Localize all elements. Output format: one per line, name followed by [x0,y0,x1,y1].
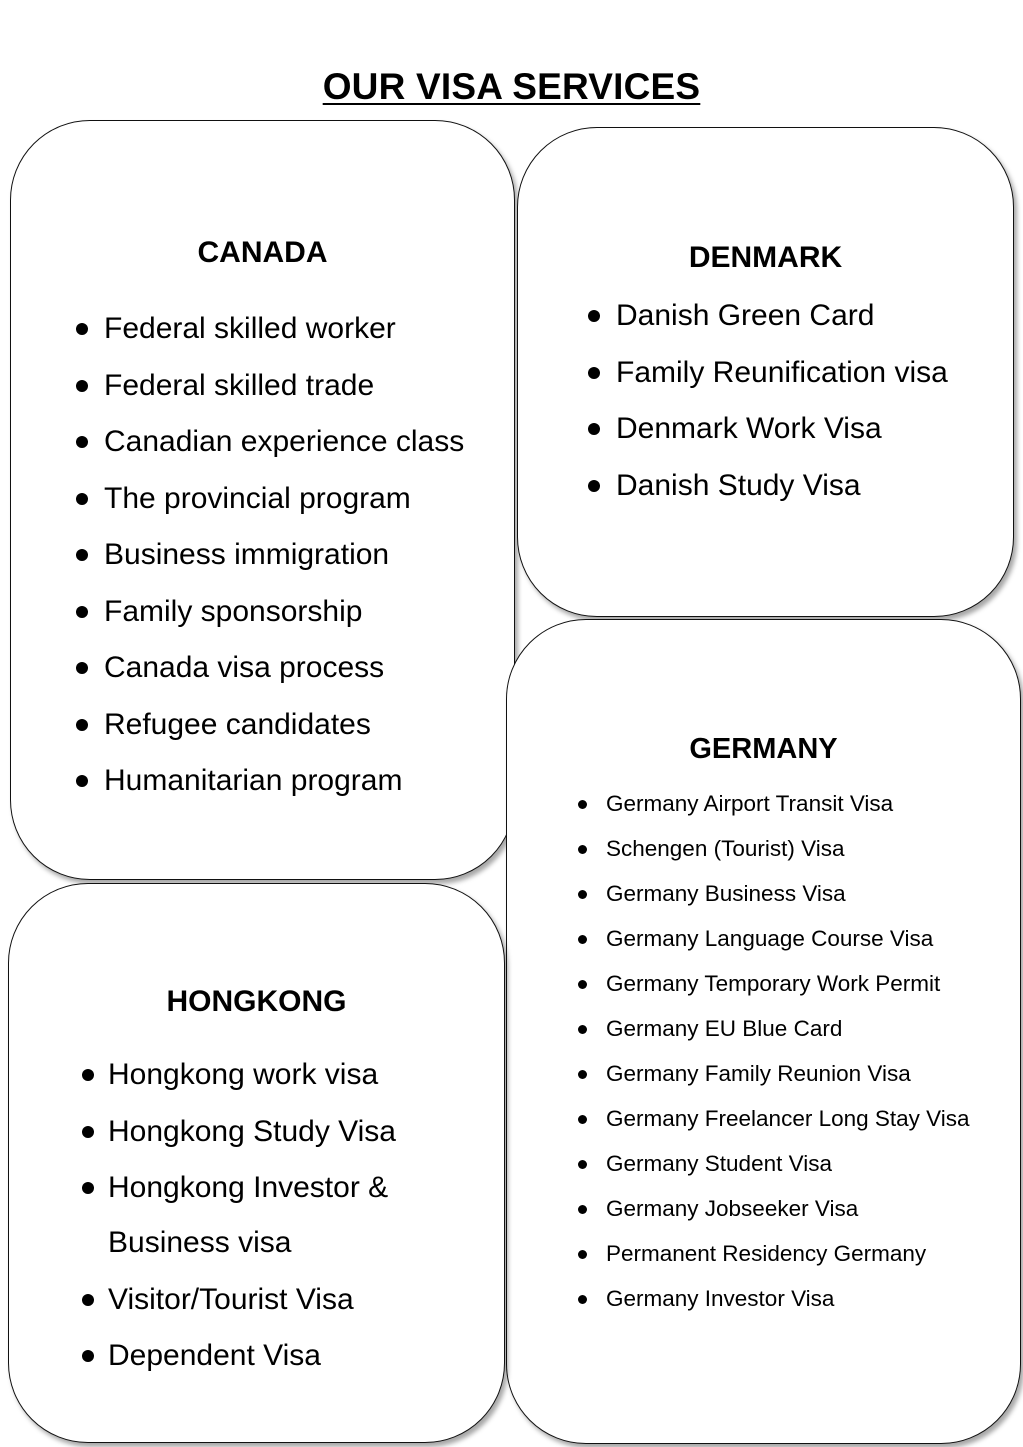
list-item: Refugee candidates [104,697,504,754]
list-item: The provincial program [104,471,504,528]
germany-visa-list [606,782,1006,1321]
page-title: OUR VISA SERVICES [322,66,701,107]
list-item: Germany EU Blue Card [606,1007,1006,1051]
list-item: Germany Language Course Visa [606,917,1006,961]
germany-card [506,619,1021,1444]
list-item: Visitor/Tourist Visa [108,1272,478,1327]
list-item: Business immigration [104,527,504,584]
list-item: Family sponsorship [104,584,504,641]
canada-heading: CANADA [197,236,328,269]
list-item: Germany Investor Visa [606,1277,1006,1321]
hongkong-visa-list [108,1047,478,1385]
list-item: Germany Student Visa [606,1142,1006,1186]
list-item: Schengen (Tourist) Visa [606,827,1006,871]
list-item: Hongkong work visa [108,1047,478,1102]
list-item: Federal skilled worker [104,301,504,358]
list-item: Germany Business Visa [606,872,1006,916]
list-item: Germany Temporary Work Permit [606,962,1006,1006]
list-item: Denmark Work Visa [616,401,1006,458]
list-item: Germany Family Reunion Visa [606,1052,1006,1096]
hongkong-heading: HONGKONG [166,985,347,1018]
denmark-visa-list [616,288,1006,514]
list-item: Permanent Residency Germany [606,1232,1006,1276]
list-item: Federal skilled trade [104,358,504,415]
germany-heading: GERMANY [689,733,838,765]
canada-visa-list [104,301,504,810]
list-item: Hongkong Study Visa [108,1104,478,1159]
list-item: Danish Green Card [616,288,1006,345]
list-item: Canadian experience class [104,414,504,471]
list-item: Dependent Visa [108,1328,478,1383]
list-item: Germany Airport Transit Visa [606,782,1006,826]
list-item: Germany Freelancer Long Stay Visa [606,1097,1006,1141]
list-item: Humanitarian program [104,753,504,810]
denmark-card [517,127,1014,617]
list-item: Hongkong Investor & Business visa [108,1160,478,1270]
list-item: Family Reunification visa [616,345,1006,402]
hongkong-card [8,883,505,1443]
canada-card [10,120,515,880]
list-item: Canada visa process [104,640,504,697]
denmark-heading: DENMARK [688,241,843,274]
list-item: Danish Study Visa [616,458,1006,515]
list-item: Germany Jobseeker Visa [606,1187,1006,1231]
